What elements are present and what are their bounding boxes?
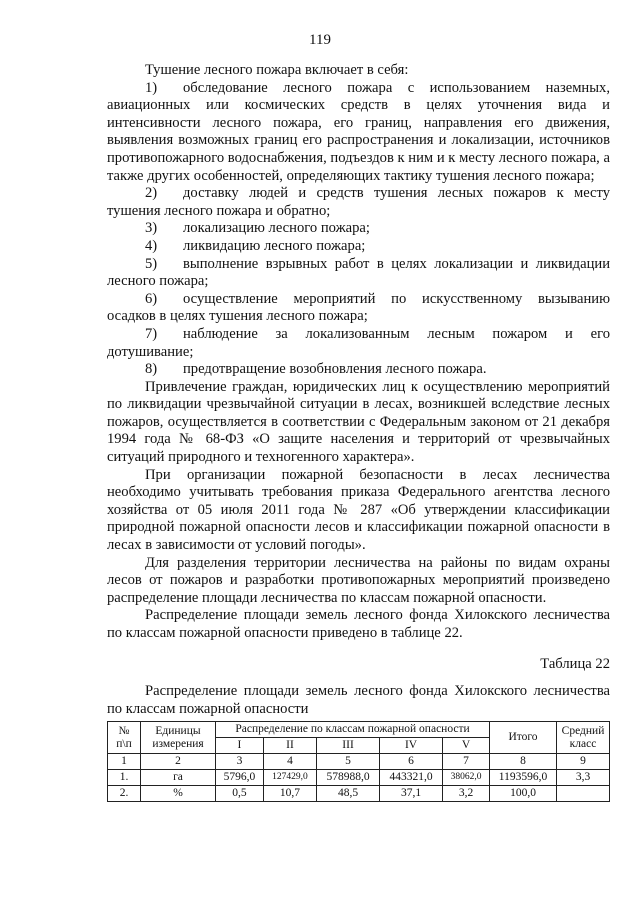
table-cell: 6 — [380, 754, 443, 770]
list-item-text: локализацию лесного пожара; — [183, 220, 370, 237]
table-cell: 5796,0 — [216, 770, 264, 786]
fire-danger-table — [107, 721, 610, 802]
paragraph-division: Для разделения территории лесничества на районы по видам охраны лесов от пожаров и разработки противопожарных мероприятий произведено распределение площади лесничества по классам пожарной опасности. — [107, 554, 610, 606]
table-label: Таблица 22 — [540, 656, 610, 672]
header-class-5: V — [443, 738, 490, 754]
list-item-number: 7) — [145, 325, 158, 342]
list-item-number: 5) — [145, 255, 158, 272]
list-item — [107, 326, 610, 361]
table-cell: 3,3 — [557, 770, 610, 786]
table-cell: 100,0 — [490, 786, 557, 802]
table-header-row — [108, 722, 610, 738]
table-title: Распределение площади земель лесного фонда Хилокского лесничества по классам пожарной опасности — [107, 683, 610, 717]
list-item — [107, 238, 610, 256]
column-numbers-row — [108, 754, 610, 770]
list-item-text: осуществление мероприятий по искусственному вызыванию осадков в целях тушения лесного пожара; — [107, 290, 610, 325]
table-cell: 10,7 — [263, 786, 316, 802]
table-cell: 38062,0 — [443, 770, 490, 786]
table-cell: 127429,0 — [263, 770, 316, 786]
header-distribution: Распределение по классам пожарной опасности — [216, 722, 490, 738]
table-cell: 1. — [108, 770, 141, 786]
table-cell: 578988,0 — [317, 770, 380, 786]
table-cell: 7 — [443, 754, 490, 770]
table-cell: 3 — [216, 754, 264, 770]
list-item — [107, 220, 610, 238]
table-cell: 1 — [108, 754, 141, 770]
table-cell: 37,1 — [380, 786, 443, 802]
list-item-number: 4) — [145, 237, 158, 254]
table-row — [108, 770, 610, 786]
list-item-number: 8) — [145, 361, 158, 378]
paragraph-citizens: Привлечение граждан, юридических лиц к осуществлению мероприятий по ликвидации чрезвычайной ситуации в лесах, возникшей вследствие лесных пожаров, осуществляется в соответствии с Федеральным законом от 21 декабря 1994 года № 68-ФЗ «О защите населения и территорий от чрезвычайных ситуаций природного и техногенного характера». — [107, 378, 610, 466]
list-item — [107, 256, 610, 291]
list-item — [107, 291, 610, 326]
table-cell: 443321,0 — [380, 770, 443, 786]
paragraph-fire-safety: При организации пожарной безопасности в лесах лесничества необходимо учитывать требования приказа Федерального агентства лесного хозяйства от 05 июля 2011 года № 287 «Об утверждении классификации природной пожарной опасности лесов и классификации пожарной опасности в лесах в зависимости от условий погоды». — [107, 466, 610, 554]
list-item — [107, 361, 610, 379]
body-text — [107, 62, 610, 643]
list-item-number: 2) — [145, 185, 158, 202]
list-item-number: 6) — [145, 290, 158, 307]
table-cell: 48,5 — [317, 786, 380, 802]
table-cell: 3,2 — [443, 786, 490, 802]
list-item — [107, 80, 610, 186]
list-item-text: наблюдение за локализованным лесным пожаром и его дотушивание; — [107, 325, 610, 360]
header-units: Единицы измерения — [141, 722, 216, 754]
table-cell: 1193596,0 — [490, 770, 557, 786]
header-total: Итого — [490, 722, 557, 754]
header-number: № п\п — [108, 722, 141, 754]
list-item-text: доставку людей и средств тушения лесных пожаров к месту тушения лесного пожара и обратно; — [107, 185, 610, 219]
list-item-text: выполнение взрывных работ в целях локализации и ликвидации лесного пожара; — [107, 255, 610, 290]
table-cell: 2 — [141, 754, 216, 770]
header-average-class: Средний класс — [557, 722, 610, 754]
table-cell: га — [141, 770, 216, 786]
list-item-number: 1) — [145, 79, 158, 96]
intro-paragraph: Тушение лесного пожара включает в себя: — [145, 62, 409, 78]
header-class-4: IV — [380, 738, 443, 754]
header-class-1: I — [216, 738, 264, 754]
table-cell: 8 — [490, 754, 557, 770]
list-item-number: 3) — [145, 220, 158, 237]
table-cell: 9 — [557, 754, 610, 770]
table-cell: 5 — [317, 754, 380, 770]
header-class-3: III — [317, 738, 380, 754]
list-item — [107, 185, 610, 220]
table-cell — [557, 786, 610, 802]
table-row — [108, 786, 610, 802]
page-number: 119 — [309, 32, 331, 48]
list-item-text: предотвращение возобновления лесного пожара. — [183, 361, 487, 378]
paragraph-table-reference: Распределение площади земель лесного фонда Хилокского лесничества по классам пожарной опасности приведено в таблице 22. — [107, 607, 610, 641]
table-cell: 2. — [108, 786, 141, 802]
list-item-text: обследование лесного пожара с использованием наземных, авиационных или космических средств в целях уточнения вида и интенсивности лесного пожара, его границ, направления его движения, выявления возможных границ его распространения и локализации, источников противопожарного водоснабжения, подъездов к ним и к месту лесного пожара, а также других особенностей, определяющих тактику тушения лесного пожара; — [107, 79, 610, 184]
header-class-2: II — [263, 738, 316, 754]
table-cell: 0,5 — [216, 786, 264, 802]
table-cell: % — [141, 786, 216, 802]
table-cell: 4 — [263, 754, 316, 770]
list-item-text: ликвидацию лесного пожара; — [183, 237, 366, 254]
